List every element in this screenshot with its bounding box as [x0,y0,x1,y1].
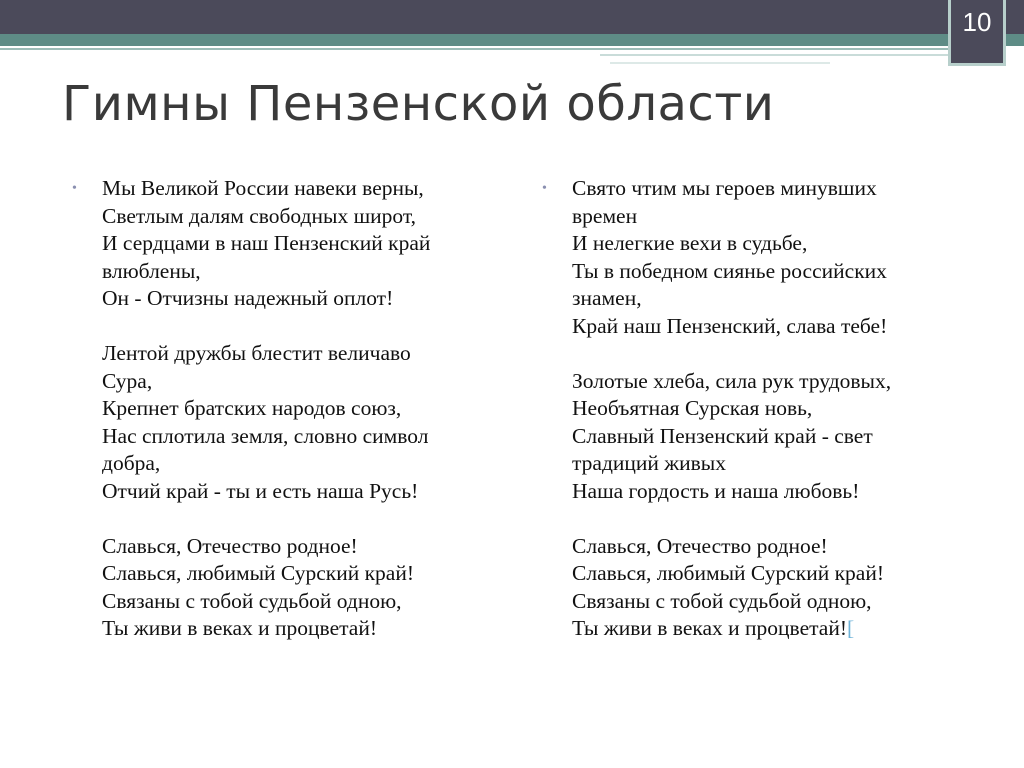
anthem-verse [102,175,512,643]
chorus-line [572,615,982,643]
verse-line: Славный Пензенский край - свет [572,423,873,448]
stanza-gap [102,313,512,341]
verse-line: Свято чтим мы героев минувших [572,176,877,200]
stanza-gap [572,505,982,533]
verse-line: Мы Великой России навеки верны, [102,176,424,200]
verse-line: Золотые хлеба, сила рук трудовых, [572,368,892,393]
left-column [72,175,512,643]
verse-line: добра, [102,451,161,475]
verse-line: времен [572,203,638,228]
verse-line: Крепнет братских народов союз, [102,396,402,420]
chorus-line: Славься, любимый Сурский край! [102,561,415,585]
right-column [542,175,982,643]
page-number: 10 [948,0,1006,66]
verse-line: традиций живых [572,451,726,475]
slide-title: Гимны Пензенской области [62,76,775,132]
chorus-line-text: Ты живи в веках и процветай! [572,616,847,640]
verse-line: Нас сплотила земля, словно символ [102,423,429,448]
divider-line [0,48,1000,50]
bullet-item [542,175,982,643]
verse-line: влюблены, [102,258,201,283]
verse-line: знамен, [572,286,642,310]
header-band [0,0,1024,34]
bullet-icon: • [72,181,77,196]
anthem-verse [572,175,982,643]
reference-link[interactable]: [ [847,616,855,640]
chorus-line: Славься, Отечество родное! [102,533,358,558]
verse-line: Ты в победном сиянье российских [572,258,887,283]
stanza-gap [102,505,512,533]
divider-line [610,62,830,64]
chorus-line: Славься, любимый Сурский край! [572,561,885,585]
chorus-line: Ты живи в веках и процветай! [102,616,377,640]
verse-line: И нелегкие вехи в судьбе, [572,231,808,255]
verse-line: Сура, [102,368,153,393]
verse-line: Светлым далям свободных широт, [102,203,417,228]
verse-line: Край наш Пензенский, слава тебе! [572,313,888,338]
divider-line [600,54,950,56]
accent-line [0,34,1024,46]
bullet-item [72,175,512,643]
verse-line: Он - Отчизны надежный оплот! [102,286,394,310]
verse-line: Наша гордость и наша любовь! [572,478,860,503]
verse-line: И сердцами в наш Пензенский край [102,231,431,255]
stanza-gap [572,340,982,368]
verse-line: Необъятная Сурская новь, [572,396,813,420]
bullet-icon: • [542,181,547,196]
chorus-line: Связаны с тобой судьбой одною, [102,588,402,613]
verse-line: Лентой дружбы блестит величаво [102,341,411,365]
chorus-line: Славься, Отечество родное! [572,533,828,558]
verse-line: Отчий край - ты и есть наша Русь! [102,478,419,503]
chorus-line: Связаны с тобой судьбой одною, [572,588,872,613]
